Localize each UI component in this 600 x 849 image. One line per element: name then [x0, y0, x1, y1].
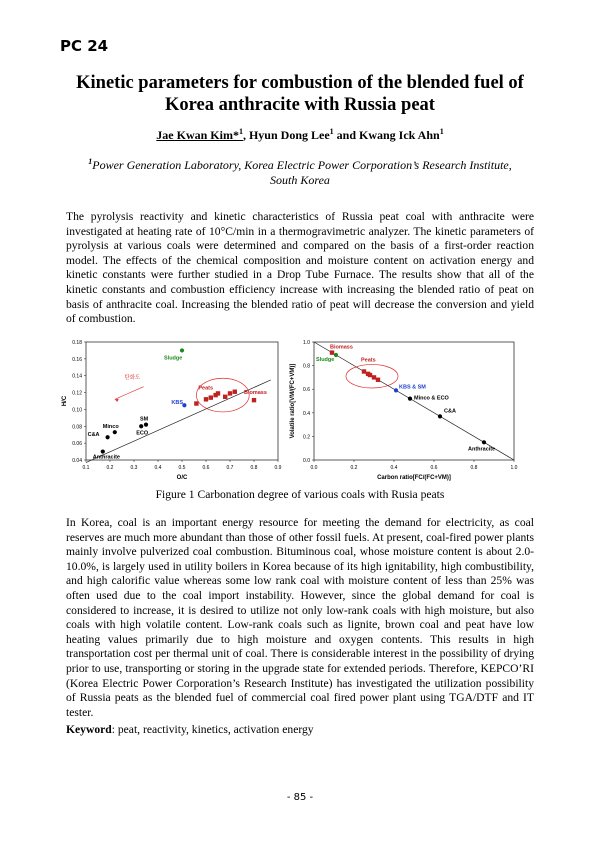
title-line-1: Kinetic parameters for combustion of the blended fuel of	[76, 73, 524, 93]
author-1: Jae Kwan Kim*$^1$	[156, 127, 243, 142]
paper-title	[60, 72, 540, 116]
x-tick-label: 0.8	[250, 465, 258, 471]
x-axis-label: O/C	[176, 475, 188, 481]
x-tick-label: 0.2	[106, 465, 114, 471]
x-tick-label: 0.4	[154, 465, 162, 471]
x-tick-label: 0.6	[430, 465, 438, 471]
point-label-kbs: KBS	[171, 400, 184, 407]
peat-point	[209, 395, 213, 399]
author-2: , Hyun Dong Lee	[242, 128, 330, 142]
x-tick-label: 1.0	[510, 465, 518, 471]
body-text: In Korea, coal is an important energy resource for meeting the demand for electricity, as coal reserves are much more abundant than those of other fossil fuels. At present, coal-fired power plants mainly involve pulverized coal combustion. Bituminous coal, whose moisture content is about 2.0-10.0%, is largely used in utility boilers in Korea because of its high ignitability, high combustibility, and high calorific value whereas some low rank coal with moisture content of less than 25% was often used due to the coal import instability. However, since the global demand for coal is considered to increase, it is desired to utilize not only low-rank coals with high moisture, but also coals with high volatile content. Low-rank coals such as lignite, brown coal and peat have low heating values primarily due to high moisture and oxygen contents. This results in high transportation cost per thermal unit of coal. There is considerable interest in the possibility of drying prior to use, transporting or storing in the upgrade state for extended periods. Therefore, KEPCO’RI (Korea Electric Power Corporation’s Research Institute) has investigated the utilization possibility of Russia peats as the blended fuel of commercial coal fired power plant using TGA/DTF and IT tester.	[66, 516, 534, 719]
point-label-c-a: C&A	[444, 408, 456, 415]
point-label-eco: ECO	[136, 430, 149, 437]
y-tick-label: 0.18	[72, 340, 82, 346]
x-tick-label: 0.4	[390, 465, 398, 471]
point-sm	[144, 423, 148, 427]
x-tick-label: 0.6	[202, 465, 210, 471]
point-anthracite	[482, 440, 486, 444]
peat-point	[368, 373, 372, 377]
x-tick-label: 0.8	[470, 465, 478, 471]
y-tick-label: 0.08	[72, 424, 82, 431]
x-tick-label: 0.9	[274, 465, 282, 471]
chart-volatile-vs-carbon	[290, 334, 532, 482]
point-minco	[113, 430, 117, 434]
peat-point	[204, 397, 208, 401]
point-label-c-a: C&A	[87, 432, 100, 439]
point-label-anthracite: Anthracite	[468, 446, 496, 453]
point-label-minco: Minco	[102, 424, 119, 431]
series-label-peats: Peats	[198, 385, 214, 392]
peat-point	[194, 401, 198, 405]
point-label-kbs-sm: KBS & SM	[399, 384, 426, 391]
y-tick-label: 0.12	[72, 390, 82, 397]
chart-hc-vs-oc	[50, 334, 290, 482]
point-c-a	[106, 435, 110, 439]
page-number: - 85 -	[286, 792, 314, 803]
peat-point	[216, 391, 220, 395]
point-sludge	[180, 348, 184, 352]
x-tick-label: 0.1	[82, 465, 90, 471]
highlight-circle	[196, 378, 249, 412]
keywords	[66, 723, 314, 736]
peat-point	[362, 369, 366, 373]
point-eco	[139, 424, 143, 428]
peat-point	[372, 375, 376, 379]
figure-caption: Figure 1 Carbonation degree of various coals with Rusia peats	[155, 488, 445, 501]
peat-point	[223, 395, 227, 399]
peat-point	[228, 391, 232, 395]
y-tick-label: 0.06	[72, 441, 82, 448]
point-kbs-sm	[394, 388, 398, 392]
point-label-sludge: Sludge	[164, 355, 183, 362]
point-minco-eco	[408, 397, 412, 401]
x-tick-label: 0.5	[178, 465, 186, 471]
y-tick-label: 0.04	[72, 458, 82, 464]
y-tick-label: 0.6	[303, 387, 310, 394]
y-tick-label: 0.4	[303, 410, 310, 417]
y-axis-label: H/C	[62, 395, 68, 407]
author-list: Jae Kwan Kim*$^1$, Hyun Dong Lee$^1$ and Kwang Ick Ahn$^1$	[156, 127, 444, 142]
point-sludge	[334, 353, 338, 357]
title-line-2: Korea anthracite with Russia peat	[165, 95, 435, 115]
point-biomass	[252, 398, 256, 402]
affiliation: $^1$Power Generation Laboratory, Korea Electric Power Corporation’s Research Institute, South Korea	[88, 157, 512, 187]
y-tick-label: 1.0	[303, 340, 310, 346]
y-tick-label: 0.16	[72, 356, 82, 363]
point-label-sm: SM	[140, 416, 149, 423]
point-anthracite	[101, 449, 105, 453]
x-tick-label: 0.0	[310, 465, 318, 471]
point-label-minco-eco: Minco & ECO	[414, 395, 449, 402]
abstract-text: The pyrolysis reactivity and kinetic characteristics of Russia peat coal with anthracite were investigated at heating rate of 10°C/min in a thermogravimetric analyzer. The kinetic parameters of pyrolysis at various coals were determined and compared on the basis of a first-order reaction model. The effects of the chemical composition and moisture content on activation energy and kinetic constants were further studied in a Drop Tube Furnace. The results show that all of the kinetic constants and combustion efficiency increase with increasing the blended ratio of peat on basis of anthracite coal. Increasing the blended ratio of peat will decrease the conversion and yield of combustion.	[66, 210, 534, 326]
point-label-anthracite: Anthracite	[92, 454, 121, 461]
y-tick-label: 0.14	[72, 373, 82, 380]
peat-point	[233, 390, 237, 394]
annotation-arrow	[115, 387, 144, 400]
y-axis-label: Volatile ratio[VM/(FC+VM)]	[290, 363, 296, 439]
y-tick-label: 0.10	[72, 407, 82, 414]
x-axis-label: Carbon ratio[FC/(FC+VM)]	[377, 475, 451, 481]
annotation-label: 탄화도	[124, 375, 141, 382]
peat-point	[376, 378, 380, 382]
y-tick-label: 0.2	[303, 434, 310, 441]
point-label-biomass: Biomass	[244, 390, 267, 397]
series-label-peats: Peats	[361, 357, 376, 364]
y-tick-label: 0.8	[303, 363, 310, 370]
x-tick-label: 0.3	[130, 465, 138, 471]
keyword-list: : peat, reactivity, kinetics, activation energy	[111, 723, 314, 736]
y-tick-label: 0.0	[303, 458, 310, 464]
point-c-a	[438, 414, 442, 418]
point-label-biomass: Biomass	[330, 344, 353, 351]
x-tick-label: 0.7	[226, 465, 234, 471]
paper-code: PC 24	[60, 37, 109, 55]
point-label-sludge: Sludge	[316, 356, 335, 363]
keyword-label: Keyword	[66, 723, 112, 736]
author-3: and Kwang Ick Ahn	[333, 128, 440, 142]
annotation-arrow-head	[115, 399, 119, 402]
point-biomass	[330, 350, 334, 354]
x-tick-label: 0.2	[350, 465, 358, 471]
